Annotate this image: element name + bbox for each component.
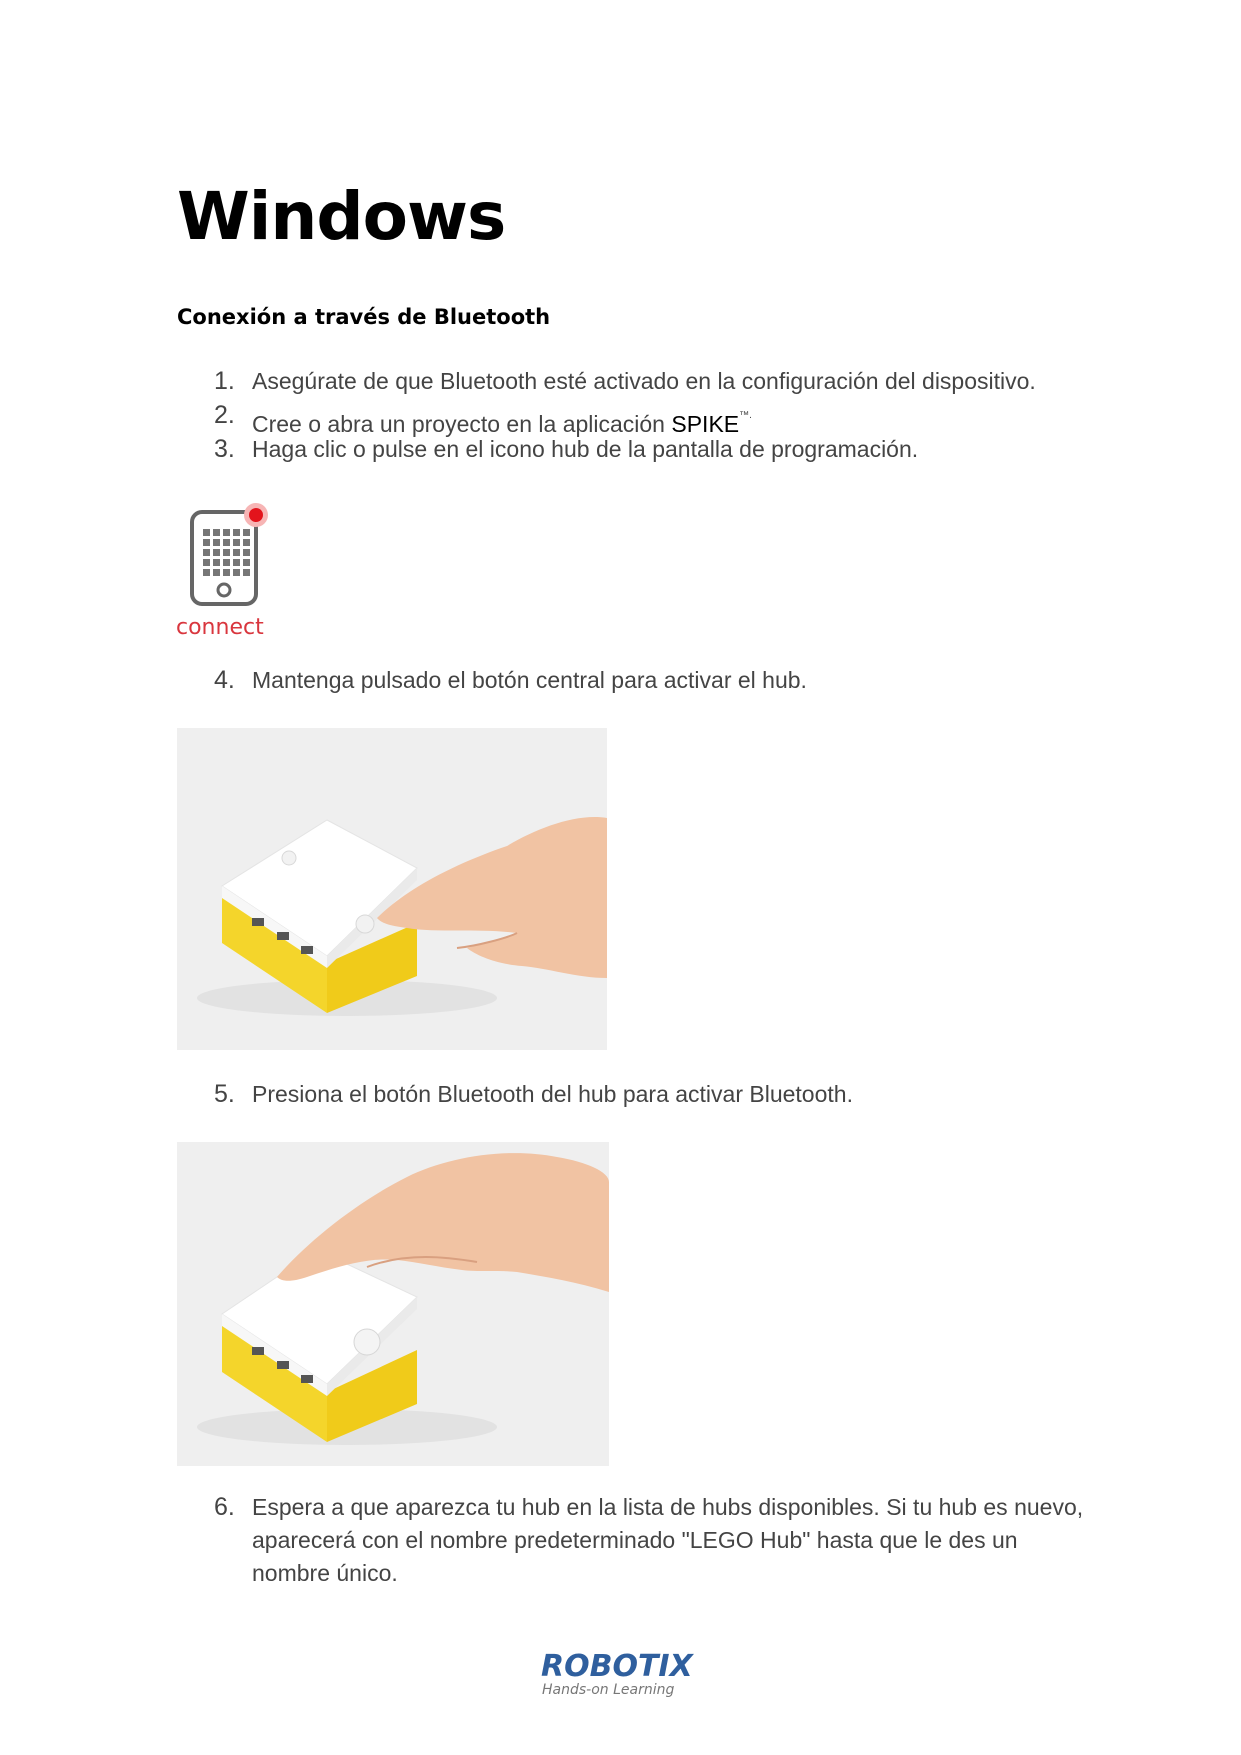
list-item-text: Mantenga pulsado el botón central para activar el hub. (252, 667, 807, 693)
section-subtitle: Conexión a través de Bluetooth (177, 305, 551, 329)
trademark-symbol: ™. (739, 410, 752, 421)
list-item-number: 4. (214, 666, 235, 694)
list-item-number: 3. (214, 435, 235, 463)
logo-tagline: Hands-on Learning (542, 1682, 675, 1698)
list-item-text: Presiona el botón Bluetooth del hub para activar Bluetooth. (252, 1081, 853, 1107)
list-item-number: 6. (214, 1493, 235, 1521)
hub-bluetooth-button-photo (177, 1142, 609, 1466)
robotix-logo (540, 1646, 700, 1698)
list-item-number: 1. (214, 367, 235, 395)
list-item-text: Espera a que aparezca tu hub en la lista de hubs disponibles. Si tu hub es nuevo, aparecerá con el nombre predeterminado "LEGO Hub" hasta que le des un nombre único. (252, 1494, 1084, 1586)
list-item-text: Haga clic o pulse en el icono hub de la pantalla de programación. (252, 436, 919, 462)
list-item-number: 2. (214, 401, 235, 429)
list-item-text: Asegúrate de que Bluetooth esté activado en la configuración del dispositivo. (252, 368, 1036, 394)
list-item-number: 5. (214, 1080, 235, 1108)
logo-brand: ROBOTIX (541, 1649, 693, 1684)
spike-product-name: SPIKE (671, 411, 740, 437)
step-text-before: Cree o abra un proyecto en la aplicación (252, 411, 672, 437)
page-title: Windows (177, 178, 506, 255)
connect-label: connect (176, 615, 264, 640)
hub-center-button-photo (177, 728, 607, 1050)
hub-connect-icon (172, 500, 272, 640)
